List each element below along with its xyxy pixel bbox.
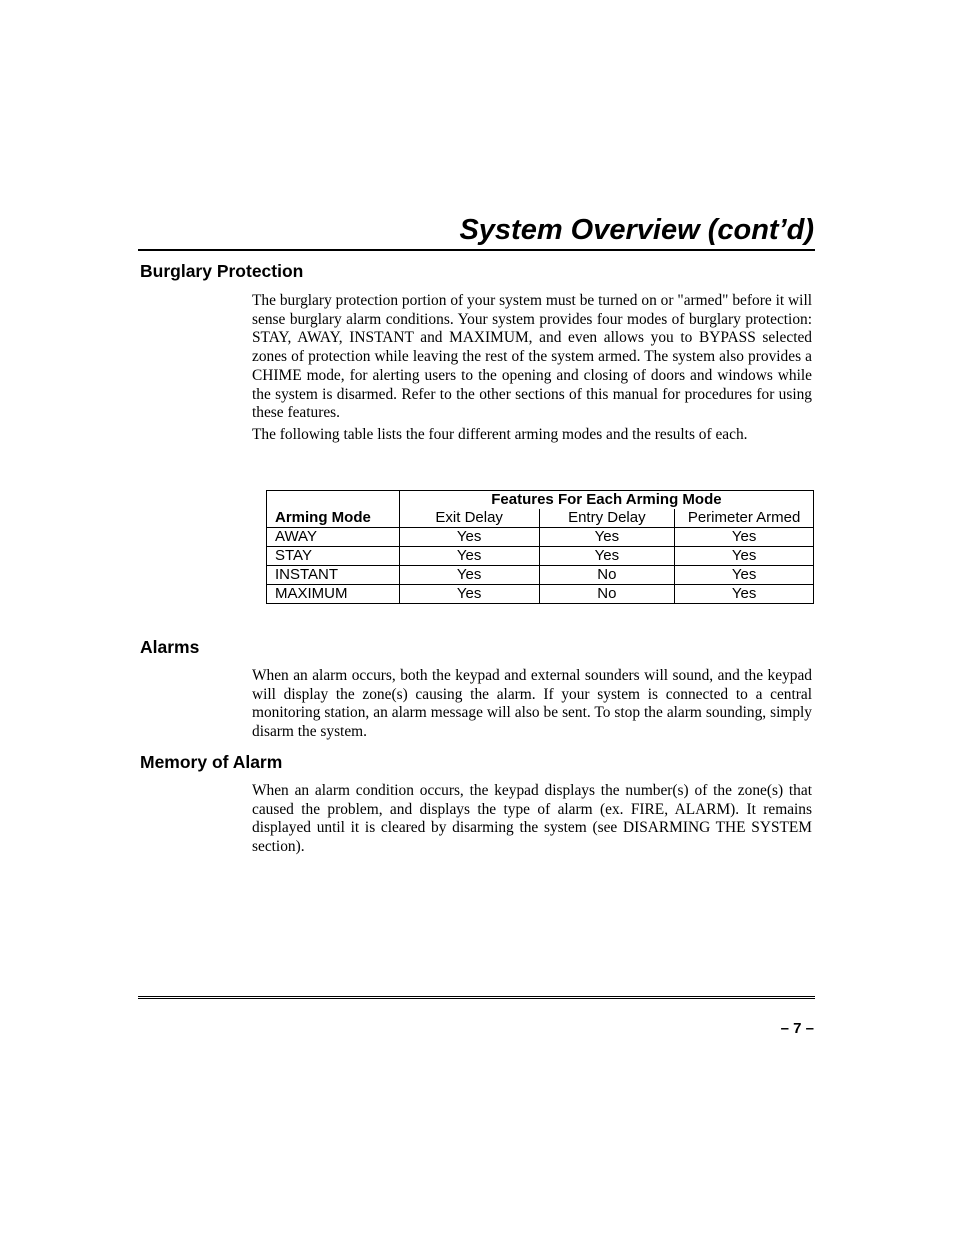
memory-of-alarm-body (252, 782, 812, 860)
alarms-body (252, 667, 812, 745)
exit-delay-cell: Yes (399, 585, 539, 604)
page-title: System Overview (cont’d) (459, 214, 814, 246)
perimeter-armed-cell: Yes (675, 528, 814, 547)
burglary-paragraph-1: The burglary protection portion of your system must be turned on or "armed" before it will sense burglary alarm conditions. Your system provides four modes of burglary protection: STAY, AWAY, INSTANT and MAXIMUM, and even allows you to BYPASS selected zones of protection while leaving the rest of the system armed. The system also provides a CHIME mode, for alerting users to the opening and closing of doors and windows while the system is disarmed. Refer to the other sections of this manual for procedures for using these features. (252, 292, 812, 422)
memory-paragraph: When an alarm condition occurs, the keypad displays the number(s) of the zone(s) that caused the problem, and displays the type of alarm (ex. FIRE, ALARM). It remains displayed until it is cleared by disarming the system (see DISARMING THE SYSTEM section). (252, 782, 812, 856)
alarms-paragraph: When an alarm occurs, both the keypad and external sounders will sound, and the keypad will display the zone(s) causing the alarm. If your system is connected to a central monitoring station, an alarm message will also be sent. To stop the alarm sounding, simply disarm the system. (252, 667, 812, 741)
column-header-arming-mode: Arming Mode (267, 509, 400, 528)
arming-modes-table (266, 490, 814, 604)
burglary-protection-body (252, 292, 812, 448)
column-header-exit-delay: Exit Delay (399, 509, 539, 528)
table-header-row (267, 509, 814, 528)
footer-divider (138, 996, 815, 999)
mode-cell: INSTANT (267, 566, 400, 585)
perimeter-armed-cell: Yes (675, 547, 814, 566)
mode-cell: AWAY (267, 528, 400, 547)
entry-delay-cell: No (539, 585, 675, 604)
perimeter-armed-cell: Yes (675, 566, 814, 585)
exit-delay-cell: Yes (399, 547, 539, 566)
alarms-heading: Alarms (140, 637, 200, 657)
table-group-header: Features For Each Arming Mode (399, 491, 813, 510)
burglary-protection-heading: Burglary Protection (140, 261, 304, 281)
entry-delay-cell: No (539, 566, 675, 585)
perimeter-armed-cell: Yes (675, 585, 814, 604)
memory-of-alarm-heading: Memory of Alarm (140, 752, 283, 772)
table-row (267, 547, 814, 566)
mode-cell: STAY (267, 547, 400, 566)
table-row (267, 566, 814, 585)
entry-delay-cell: Yes (539, 547, 675, 566)
mode-cell: MAXIMUM (267, 585, 400, 604)
column-header-entry-delay: Entry Delay (539, 509, 675, 528)
exit-delay-cell: Yes (399, 566, 539, 585)
table-corner-cell (267, 491, 400, 510)
burglary-paragraph-2: The following table lists the four different arming modes and the results of each. (252, 425, 748, 443)
table-row (267, 585, 814, 604)
exit-delay-cell: Yes (399, 528, 539, 547)
page-number: – 7 – (780, 1020, 814, 1037)
table-row (267, 528, 814, 547)
title-divider (138, 249, 815, 251)
entry-delay-cell: Yes (539, 528, 675, 547)
column-header-perimeter-armed: Perimeter Armed (675, 509, 814, 528)
